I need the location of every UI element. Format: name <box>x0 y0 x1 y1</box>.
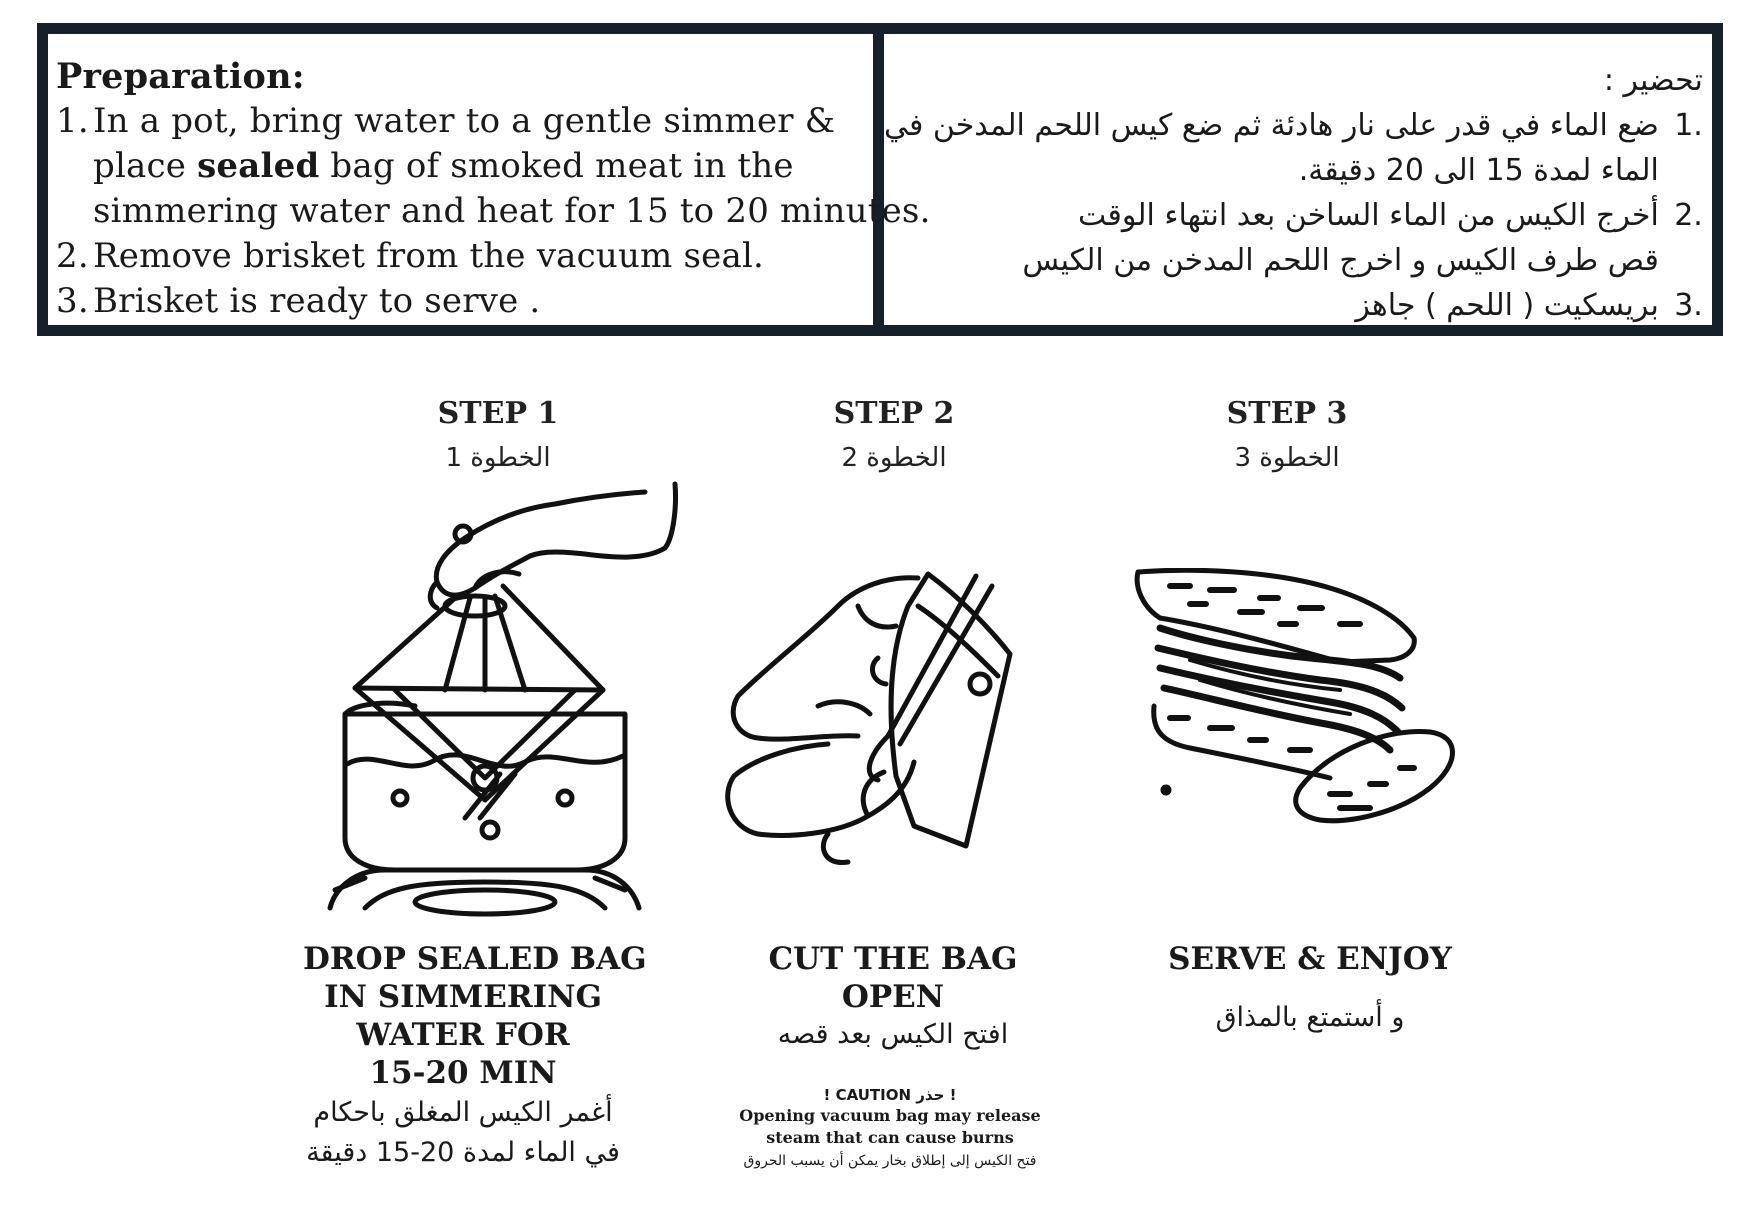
instructions-english <box>48 34 931 325</box>
instructions-arabic <box>884 34 1717 325</box>
preparation-heading: Preparation: <box>56 56 305 97</box>
instruction-en-step-2 <box>56 234 873 279</box>
instruction-text: أخرج الكيس من الماء الساخن بعد انتهاء الوقت <box>1078 198 1659 233</box>
step-1-label-ar: الخطوة 1 <box>445 443 551 473</box>
step-2-label: STEP 2 <box>833 396 955 431</box>
caption-line: SERVE & ENJOY <box>1168 941 1452 977</box>
caption-line: 15-20 MIN <box>369 1055 557 1091</box>
step-3-caption <box>1140 940 1480 978</box>
instruction-ar-step-1-line-2: الماء لمدة 15 الى 20 دقيقة. <box>1298 153 1659 188</box>
brisket-sandwich-icon <box>1130 568 1490 828</box>
caution-line-ar: فتح الكيس إلى إطلاق بخار يمكن أن يسبب الحروق <box>743 1153 1037 1169</box>
caption-line: IN SIMMERING <box>324 979 602 1015</box>
scissors-cut-bag-icon <box>718 566 1048 876</box>
step-1-caption <box>303 940 647 1092</box>
step-3-label-ar: الخطوة 3 <box>1234 443 1340 473</box>
caption-line: WATER FOR <box>356 1017 570 1053</box>
caption-line: CUT THE BAG <box>768 941 1018 977</box>
instruction-text: bag of smoked meat in the <box>319 146 794 186</box>
step-3-caption-ar <box>1140 998 1480 1038</box>
instruction-en-step-1-line-3: simmering water and heat for 15 to 20 minutes. <box>93 191 931 231</box>
step-3-label: STEP 3 <box>1226 396 1348 431</box>
step-1-label: STEP 1 <box>437 396 559 431</box>
instruction-text: In a pot, bring water to a gentle simmer & <box>93 101 836 141</box>
instructions-panel <box>37 23 1723 336</box>
instruction-ar-step-2 <box>884 193 1703 238</box>
instruction-text: ضع الماء في قدر على نار هادئة ثم ضع كيس اللحم المدخن في <box>884 108 1659 143</box>
caption-line-ar: و أستمتع بالمذاق <box>1215 1002 1405 1033</box>
instruction-text: Remove brisket from the vacuum seal. <box>93 236 765 276</box>
step-2-label-ar: الخطوة 2 <box>841 443 947 473</box>
instruction-text: place <box>93 146 198 186</box>
step-1-caption-ar <box>303 1093 623 1173</box>
instruction-ar-step-2-line-2: قص طرف الكيس و اخرج اللحم المدخن من الكيس <box>1022 243 1659 278</box>
caption-line-ar: أغمر الكيس المغلق باحكام <box>313 1097 613 1128</box>
caption-line: DROP SEALED BAG <box>303 941 647 977</box>
caption-line: OPEN <box>841 979 945 1015</box>
instruction-number: 1. <box>56 101 89 141</box>
preparation-heading-ar: تحضير : <box>1603 63 1703 98</box>
caution-notice <box>700 1085 1080 1173</box>
step-2-caption-ar <box>733 1015 1053 1055</box>
instruction-number: 2. <box>56 236 89 276</box>
caution-title: ! CAUTION حذر ! <box>823 1086 957 1104</box>
instruction-en-step-3 <box>56 279 873 324</box>
step-2-caption <box>733 940 1053 1016</box>
caution-line: steam that can cause burns <box>766 1128 1014 1147</box>
caption-line-ar: في الماء لمدة 20-15 دقيقة <box>306 1137 620 1168</box>
instruction-text: Brisket is ready to serve . <box>93 281 541 321</box>
instruction-en-step-1 <box>56 99 873 144</box>
pot-on-stove-bag-icon <box>325 478 695 928</box>
instruction-number: 2. <box>1674 198 1703 233</box>
instruction-en-step-1-line-2 <box>56 144 873 189</box>
instruction-text: بريسكيت ( اللحم ) جاهز <box>1355 288 1659 323</box>
instruction-number: 1. <box>1674 108 1703 143</box>
caution-line: Opening vacuum bag may release <box>739 1106 1041 1125</box>
instruction-ar-step-1 <box>884 103 1703 148</box>
instruction-ar-step-3 <box>884 283 1703 328</box>
instruction-number: 3. <box>56 281 89 321</box>
sealed-emphasis: sealed <box>197 146 320 186</box>
instruction-number: 3. <box>1674 288 1703 323</box>
caption-line-ar: افتح الكيس بعد قصه <box>777 1019 1009 1050</box>
